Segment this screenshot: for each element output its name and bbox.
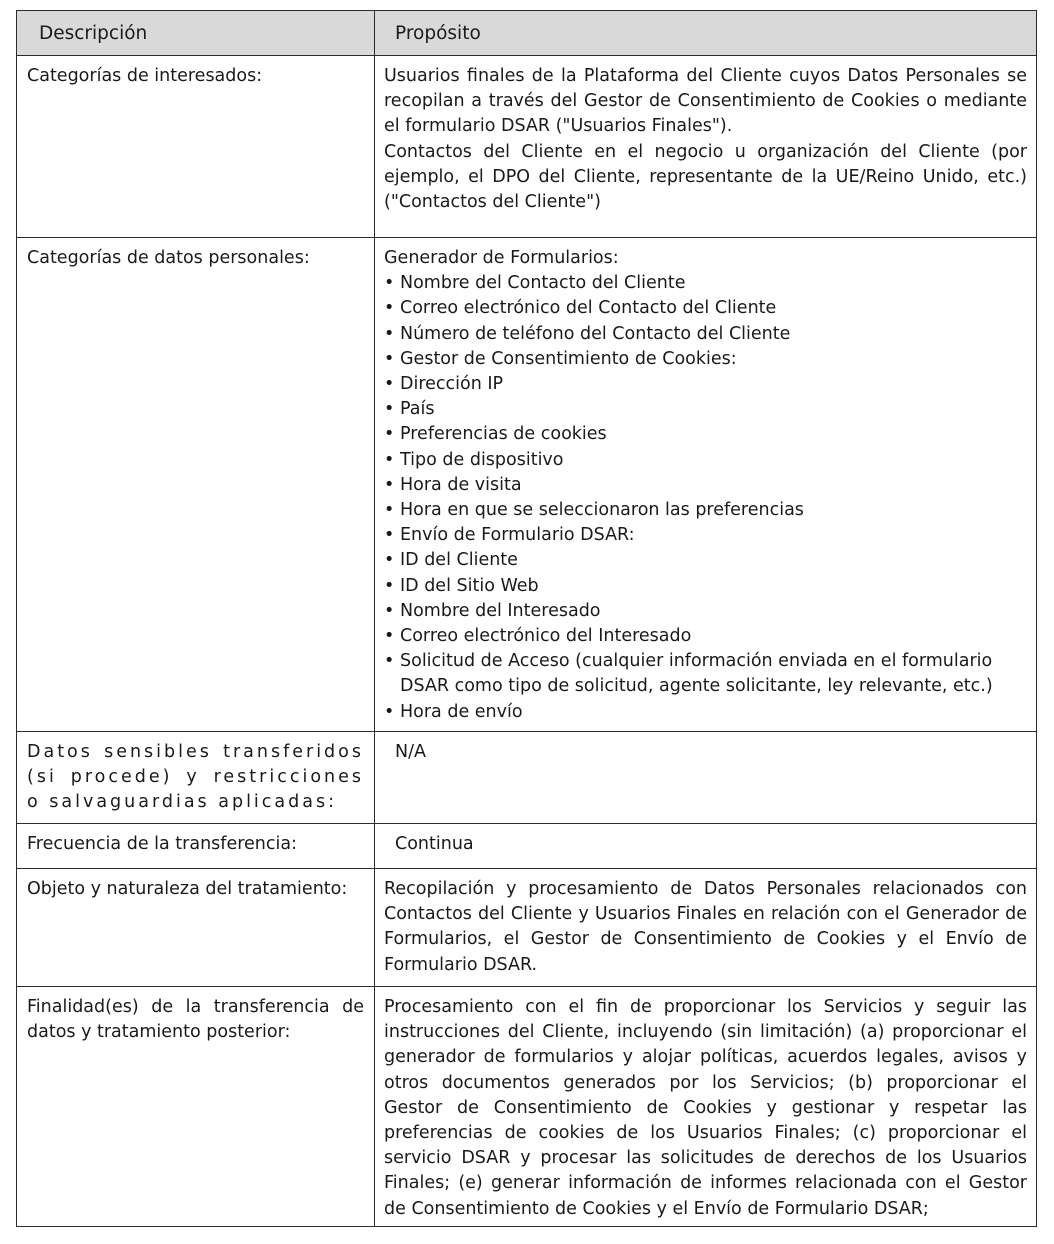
end-users-paragraph: Usuarios finales de la Plataforma del Cliente cuyos Datos Personales se recopilan a través del Gestor de Consentimiento de Cookies o mediante el formulario DSAR ("Usuarios Finales").	[384, 66, 1027, 137]
row-label-data-subjects: Categorías de interesados:	[17, 56, 375, 237]
bullet-icon: •	[384, 651, 395, 672]
list-item-text: Nombre del Interesado	[400, 600, 601, 621]
bullet-icon: •	[384, 399, 395, 420]
list-item	[384, 624, 1027, 649]
list-item	[384, 574, 1027, 599]
list-item-text: Solicitud de Acceso (cualquier información enviada en el formulario DSAR como tipo de solicitud, agente solicitante, ley relevante, etc.)	[400, 651, 993, 697]
bullet-icon: •	[384, 348, 395, 369]
list-item-text: Correo electrónico del Contacto del Cliente	[400, 298, 777, 319]
list-item	[384, 397, 1027, 422]
list-item	[384, 422, 1027, 447]
table-row	[17, 823, 1036, 868]
row-label-purpose: Finalidad(es) de la transferencia de datos y tratamiento posterior:	[17, 987, 375, 1226]
bullet-icon: •	[384, 626, 395, 647]
list-item-text: Hora de visita	[400, 474, 522, 495]
row-value-purpose: Procesamiento con el fin de proporcionar los Servicios y seguir las instrucciones del Cliente, incluyendo (sin limitación) (a) proporcionar el generador de formularios y alojar políticas, acuerdos legales, avisos y otros documentos generados por los Servicios; (b) proporcionar el Gestor de Consentimiento de Cookies y gestionar y respetar las preferencias de cookies de los Usuarios Finales; (c) proporcionar el servicio DSAR y procesar las solicitudes de derechos de los Usuarios Finales; (e) generar información de informes relacionada con el Gestor de Consentimiento de Cookies y el Envío de Formulario DSAR;	[384, 997, 1027, 1219]
bullet-icon: •	[384, 424, 395, 445]
list-item	[384, 523, 1027, 548]
list-item	[384, 322, 1027, 347]
row-value-processing-nature: Recopilación y procesamiento de Datos Personales relacionados con Contactos del Cliente y Usuarios Finales en relación con el Generador de Formularios, el Gestor de Consentimiento de Cookies y el Envío de Formulario DSAR.	[384, 879, 1027, 975]
sensitive-data-label: Datos sensibles transferidos (si procede) y restricciones o salvaguardias aplicadas:	[27, 742, 364, 813]
bullet-icon: •	[384, 500, 395, 521]
list-item	[384, 347, 1027, 372]
bullet-icon: •	[384, 298, 395, 319]
list-item	[384, 700, 1027, 725]
bullet-icon: •	[384, 374, 395, 395]
bullet-icon: •	[384, 474, 395, 495]
row-value-sensitive-data: N/A	[395, 742, 426, 762]
list-item-text: Hora en que se seleccionaron las preferencias	[400, 500, 804, 521]
row-label-personal-data: Categorías de datos personales:	[17, 238, 375, 731]
personal-data-list	[384, 271, 1027, 725]
list-item	[384, 473, 1027, 498]
list-item-text: Correo electrónico del Interesado	[400, 626, 692, 647]
list-item	[384, 271, 1027, 296]
list-item-text: Hora de envío	[400, 701, 523, 722]
list-item-text: Nombre del Contacto del Cliente	[400, 273, 686, 294]
table-header-row	[17, 11, 1036, 55]
header-purpose: Propósito	[395, 23, 481, 44]
table-row	[17, 868, 1036, 986]
list-item	[384, 372, 1027, 397]
list-item-text: Preferencias de cookies	[400, 424, 607, 445]
table-row	[17, 237, 1036, 731]
bullet-icon: •	[384, 701, 395, 722]
table-row	[17, 731, 1036, 823]
row-label-sensitive-data	[17, 732, 375, 823]
list-item-text: Envío de Formulario DSAR:	[400, 525, 635, 546]
list-item	[384, 448, 1027, 473]
bullet-icon: •	[384, 323, 395, 344]
form-generator-heading: Generador de Formularios:	[384, 248, 619, 268]
row-value-data-subjects	[375, 56, 1036, 237]
data-processing-table	[16, 10, 1037, 1227]
list-item	[384, 599, 1027, 624]
table-row	[17, 986, 1036, 1226]
client-contacts-paragraph: Contactos del Cliente en el negocio u organización del Cliente (por ejemplo, el DPO del Cliente, representante de la UE/Reino Unido, etc.) ("Contactos del Cliente")	[384, 141, 1027, 213]
header-description: Descripción	[17, 11, 375, 55]
bullet-icon: •	[384, 273, 395, 294]
list-item	[384, 296, 1027, 321]
row-label-processing-nature: Objeto y naturaleza del tratamiento:	[17, 869, 375, 986]
row-value-personal-data	[375, 238, 1036, 731]
list-item	[384, 649, 1027, 699]
list-item-text: País	[400, 399, 435, 420]
list-item-text: Dirección IP	[400, 374, 504, 395]
bullet-icon: •	[384, 550, 395, 571]
list-item	[384, 498, 1027, 523]
list-item-text: Número de teléfono del Contacto del Cliente	[400, 323, 791, 344]
bullet-icon: •	[384, 600, 395, 621]
list-item-text: Tipo de dispositivo	[400, 449, 564, 470]
list-item-text: ID del Cliente	[400, 550, 518, 571]
row-value-frequency: Continua	[395, 834, 474, 854]
row-label-frequency: Frecuencia de la transferencia:	[17, 824, 375, 868]
list-item	[384, 548, 1027, 573]
table-row	[17, 55, 1036, 237]
list-item-text: ID del Sitio Web	[400, 575, 539, 596]
bullet-icon: •	[384, 525, 395, 546]
bullet-icon: •	[384, 449, 395, 470]
list-item-text: Gestor de Consentimiento de Cookies:	[400, 348, 737, 369]
bullet-icon: •	[384, 575, 395, 596]
